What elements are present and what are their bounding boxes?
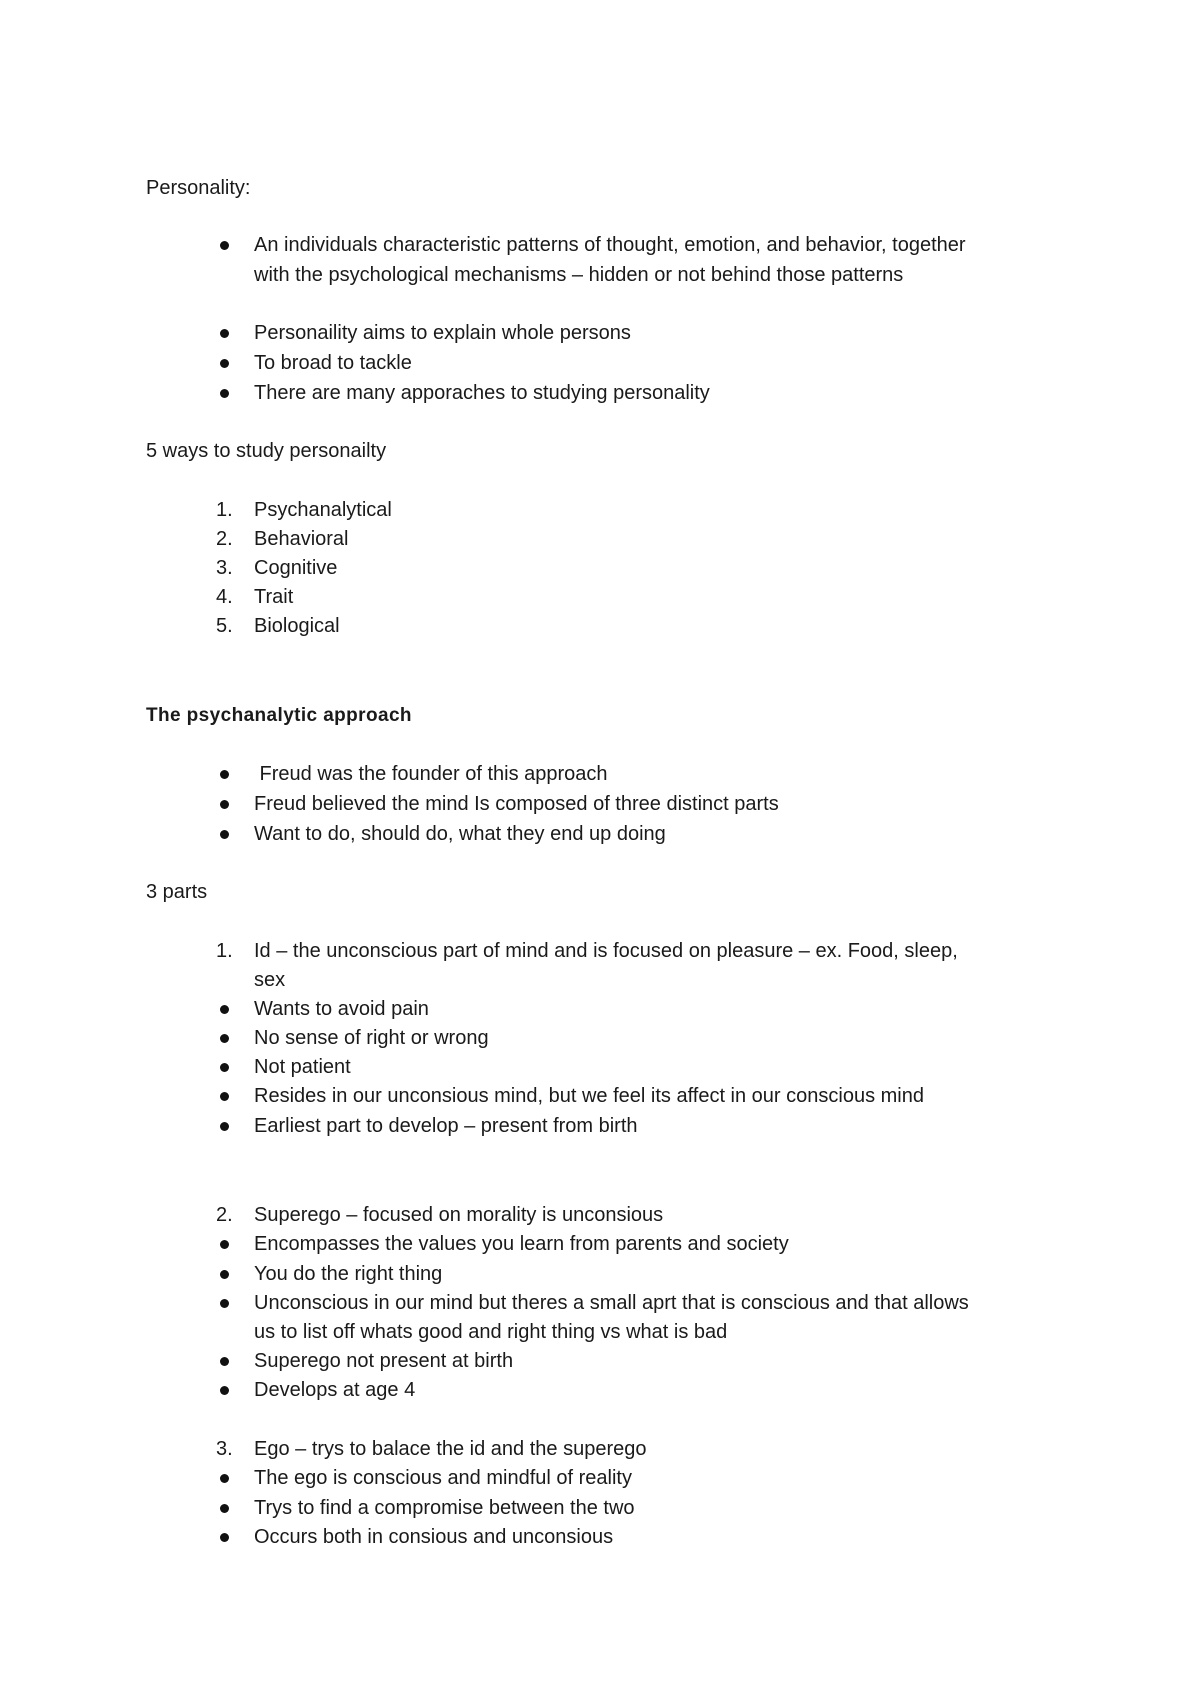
- psychanalytic-bullet-text: Freud was the founder of this approach: [254, 763, 608, 785]
- definition-line-1: An individuals characteristic patterns of thought, emotion, and behavior, together: [254, 234, 966, 256]
- intro-bullet-text: To broad to tackle: [254, 352, 412, 374]
- item-number: 3.: [216, 1438, 233, 1460]
- list-item: [0, 1494, 1200, 1522]
- bullet-icon: [220, 1005, 229, 1014]
- item-number: 5.: [216, 615, 233, 637]
- personality-heading-line: [0, 174, 1200, 202]
- id-bullet-text: Earliest part to develop – present from birth: [254, 1115, 638, 1137]
- list-item: [0, 1082, 1200, 1110]
- ego-bullet-text: Trys to find a compromise between the two: [254, 1497, 635, 1519]
- numbered-item: [0, 937, 1200, 965]
- item-number: 2.: [216, 1204, 233, 1226]
- list-item: [0, 820, 1200, 848]
- bullet-icon: [220, 1240, 229, 1249]
- superego-title: Superego – focused on morality is unconsious: [254, 1204, 664, 1226]
- superego-bullet-text: Encompasses the values you learn from parents and society: [254, 1233, 789, 1255]
- ego-title: Ego – trys to balace the id and the superego: [254, 1438, 647, 1460]
- bullet-icon: [220, 1270, 229, 1279]
- superego-bullet-text: You do the right thing: [254, 1263, 443, 1285]
- intro-bullet-text: There are many apporaches to studying personality: [254, 382, 710, 404]
- way-text: Behavioral: [254, 528, 349, 550]
- item-number: 2.: [216, 528, 233, 550]
- bullet-icon: [220, 1533, 229, 1542]
- ego-bullet-text: The ego is conscious and mindful of reality: [254, 1467, 632, 1489]
- bullet-icon: [220, 830, 229, 839]
- id-bullet-text: Resides in our unconsious mind, but we feel its affect in our conscious mind: [254, 1085, 924, 1107]
- bullet-icon: [220, 359, 229, 368]
- id-bullet-text: No sense of right or wrong: [254, 1027, 489, 1049]
- ways-heading-line: [0, 437, 1200, 465]
- numbered-item: [0, 525, 1200, 553]
- list-item: [0, 790, 1200, 818]
- way-text: Trait: [254, 586, 294, 608]
- id-bullet-text: Not patient: [254, 1056, 351, 1078]
- psychanalytic-bullet-text: Freud believed the mind Is composed of three distinct parts: [254, 793, 779, 815]
- list-item: [0, 995, 1200, 1023]
- ways-heading: 5 ways to study personailty: [146, 440, 387, 462]
- id-continuation: [0, 966, 1200, 994]
- list-item: [0, 760, 1200, 788]
- superego-bullet-text: Develops at age 4: [254, 1379, 416, 1401]
- numbered-item: [0, 612, 1200, 640]
- parts-heading-line: [0, 878, 1200, 906]
- definition-bullet-item: [0, 231, 1200, 259]
- definition-line-2: with the psychological mechanisms – hidden or not behind those patterns: [254, 264, 904, 286]
- bullet-icon: [220, 389, 229, 398]
- list-item: [0, 1024, 1200, 1052]
- bullet-icon: [220, 1504, 229, 1513]
- list-item: [0, 1112, 1200, 1140]
- list-item: [0, 1053, 1200, 1081]
- item-number: 1.: [216, 499, 233, 521]
- superego-continuation-text: us to list off whats good and right thing vs what is bad: [254, 1321, 728, 1343]
- bullet-icon: [220, 800, 229, 809]
- psychanalytic-bullet-text: Want to do, should do, what they end up doing: [254, 823, 666, 845]
- list-item: [0, 349, 1200, 377]
- bullet-icon: [220, 1386, 229, 1395]
- id-title-line-2: sex: [254, 969, 286, 991]
- way-text: Psychanalytical: [254, 499, 392, 521]
- numbered-item: [0, 1201, 1200, 1229]
- list-item: [0, 1376, 1200, 1404]
- bullet-icon: [220, 1122, 229, 1131]
- numbered-item: [0, 554, 1200, 582]
- bullet-icon: [220, 1034, 229, 1043]
- parts-heading: 3 parts: [146, 881, 208, 903]
- list-item: [0, 319, 1200, 347]
- numbered-item: [0, 1435, 1200, 1463]
- item-number: 1.: [216, 940, 233, 962]
- personality-heading: Personality:: [146, 177, 251, 199]
- intro-bullet-text: Personaility aims to explain whole persons: [254, 322, 631, 344]
- numbered-item: [0, 496, 1200, 524]
- item-number: 3.: [216, 557, 233, 579]
- list-item: [0, 1289, 1200, 1317]
- bullet-icon: [220, 1063, 229, 1072]
- bullet-icon: [220, 329, 229, 338]
- superego-continuation: [0, 1318, 1200, 1346]
- definition-continuation: [0, 261, 1200, 289]
- superego-bullet-text: Superego not present at birth: [254, 1350, 514, 1372]
- bullet-icon: [220, 1299, 229, 1308]
- bullet-icon: [220, 770, 229, 779]
- bullet-icon: [220, 1474, 229, 1483]
- way-text: Cognitive: [254, 557, 338, 579]
- ego-bullet-text: Occurs both in consious and unconsious: [254, 1526, 614, 1548]
- list-item: [0, 1230, 1200, 1258]
- bullet-icon: [220, 1357, 229, 1366]
- id-bullet-text: Wants to avoid pain: [254, 998, 429, 1020]
- numbered-item: [0, 583, 1200, 611]
- way-text: Biological: [254, 615, 340, 637]
- id-title-line-1: Id – the unconscious part of mind and is focused on pleasure – ex. Food, sleep,: [254, 940, 958, 962]
- psychanalytic-heading-line: [0, 702, 1200, 730]
- list-item: [0, 379, 1200, 407]
- list-item: [0, 1347, 1200, 1375]
- list-item: [0, 1523, 1200, 1551]
- item-number: 4.: [216, 586, 233, 608]
- list-item: [0, 1464, 1200, 1492]
- superego-bullet-text: Unconscious in our mind but theres a small aprt that is conscious and that allows: [254, 1292, 969, 1314]
- psychanalytic-heading: The psychanalytic approach: [146, 705, 412, 726]
- bullet-icon: [220, 241, 229, 250]
- list-item: [0, 1260, 1200, 1288]
- bullet-icon: [220, 1092, 229, 1101]
